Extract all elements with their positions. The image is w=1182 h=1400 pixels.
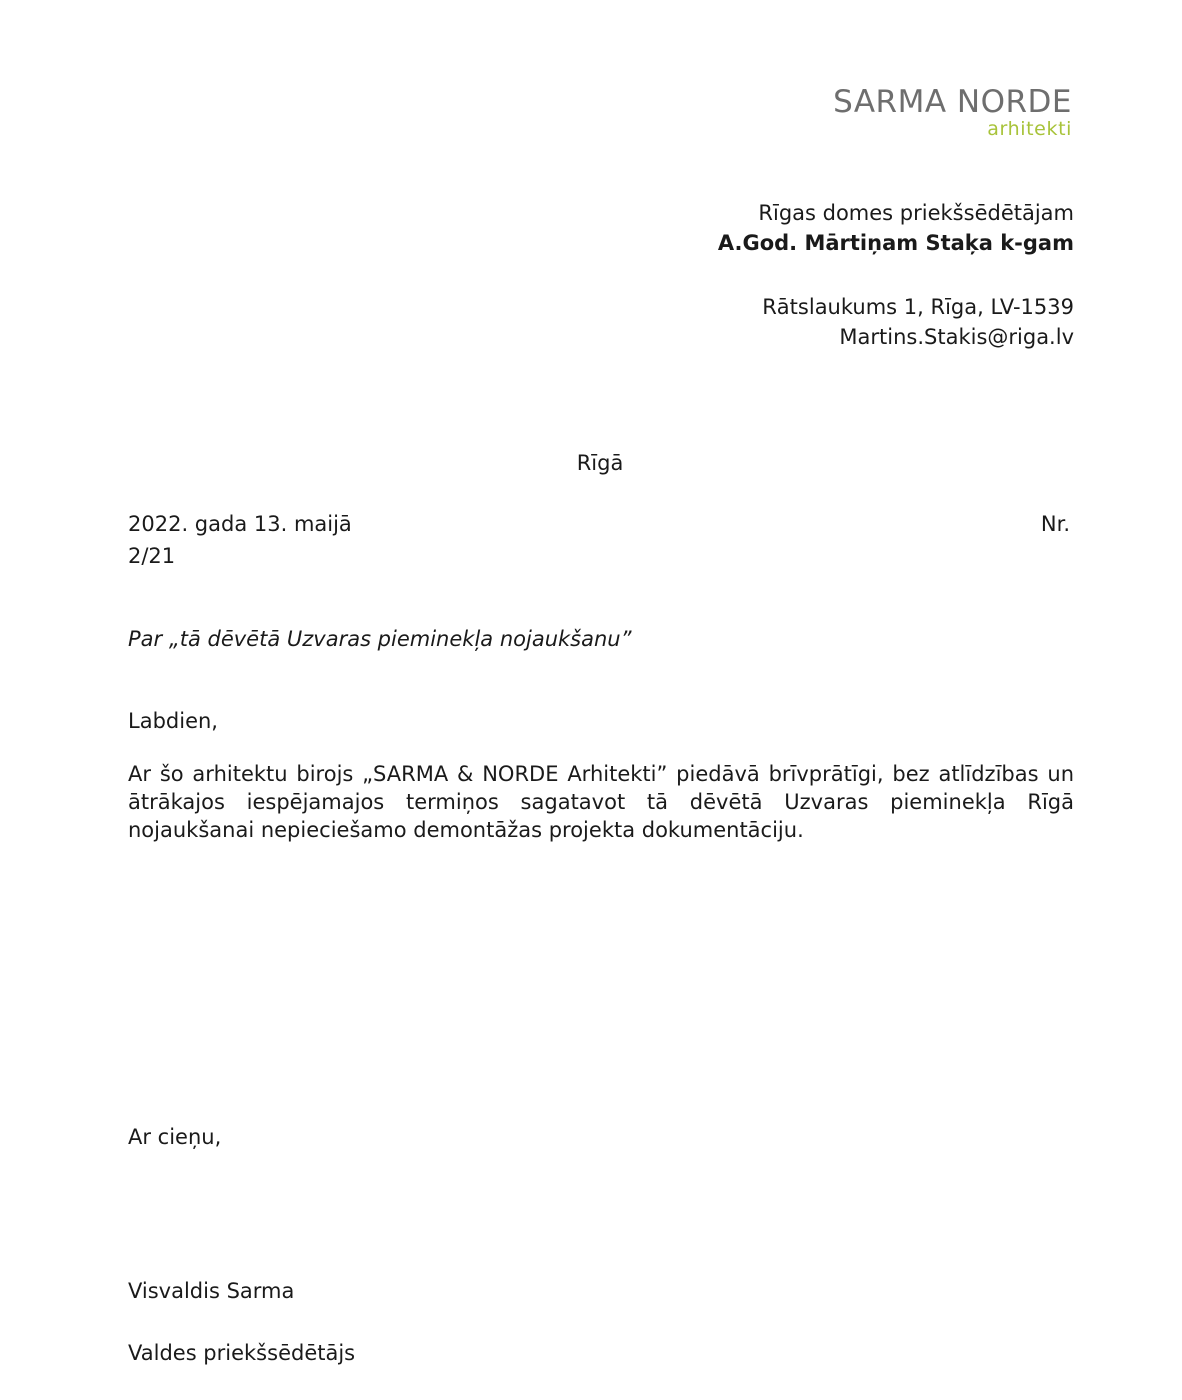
signer-name: Visvaldis Sarma (128, 1279, 295, 1303)
signer-title: Valdes priekšsēdētājs (128, 1341, 356, 1365)
recipient-name: A.God. Mārtiņam Staķa k-gam (717, 231, 1074, 255)
letter-closing: Ar cieņu, (128, 1125, 222, 1149)
letter-number-value: 2/21 (128, 544, 176, 568)
recipient-email: Martins.Stakis@riga.lv (839, 325, 1074, 349)
recipient-block (718, 198, 1074, 258)
letter-place: Rīgā (576, 451, 624, 475)
date-number-row (128, 508, 1070, 572)
letter-greeting: Labdien, (128, 709, 218, 733)
logo-company-subtitle: arhitekti (987, 118, 1072, 140)
recipient-address: Rātslaukums 1, Rīga, LV-1539 (762, 295, 1074, 319)
letter-number-label: Nr. (1040, 512, 1070, 536)
recipient-address-block (762, 292, 1074, 352)
letter-date: 2022. gada 13. maijā (128, 512, 352, 536)
recipient-title: Rīgas domes priekšsēdētājam (758, 201, 1074, 225)
letter-body: Ar šo arhitektu birojs „SARMA & NORDE Arhitekti” piedāvā brīvprātīgi, bez atlīdzības un ātrākajos iespējamajos termiņos sagatavot tā dēvētā Uzvaras pieminekļa Rīgā nojaukšanai nepieciešamo demontāžas projekta dokumentāciju. (128, 762, 1074, 842)
letter-subject: Par „tā dēvētā Uzvaras pieminekļa nojaukšanu” (128, 627, 632, 651)
logo-company-name: SARMA NORDE (833, 84, 1072, 120)
company-logo (833, 84, 1072, 140)
